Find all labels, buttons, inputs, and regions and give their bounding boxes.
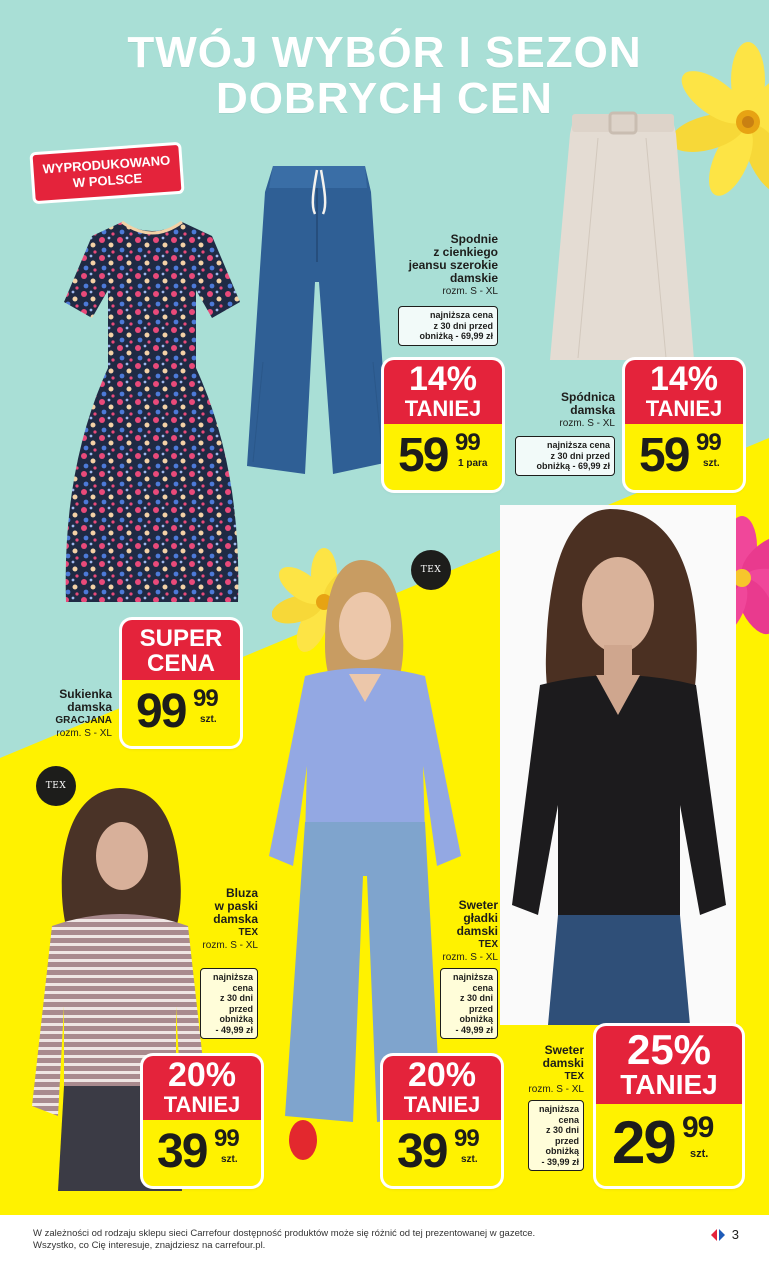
black-sweater-lowest-price-note: najniższa cena z 30 dni przed obniżką - 39,99 zł — [528, 1100, 584, 1171]
plain-sweater-price-tag — [383, 1056, 501, 1186]
headline-line-2: DOBRYCH CEN — [216, 74, 553, 123]
plain-sweater-price-int: 39 — [397, 1125, 447, 1178]
dress-price-int: 99 — [136, 685, 186, 738]
plain-sweater-promo-percent: 20% — [407, 1056, 477, 1094]
black-sweater-promo-percent: 25% — [626, 1026, 712, 1073]
pants-promo-percent: 14% — [408, 360, 478, 398]
skirt-price-unit: szt. — [703, 458, 720, 469]
made-in-poland-badge: WYPRODUKOWANO W POLSCE — [33, 145, 182, 201]
black-sweater-price-dec: 99 — [682, 1111, 714, 1144]
tex-brand-icon: TEX — [411, 550, 451, 590]
pants-price-dec: 99 — [455, 429, 480, 456]
wide-jeans-image — [243, 162, 393, 478]
dress-promo-line-1: SUPER — [139, 625, 223, 652]
black-sweater-price-unit: szt. — [690, 1148, 709, 1160]
striped-price-int: 39 — [157, 1125, 207, 1178]
skirt-promo-label: TANIEJ — [645, 396, 723, 421]
skirt-price-int: 59 — [639, 429, 689, 482]
pants-promo-label: TANIEJ — [404, 396, 482, 421]
dress-price-unit: szt. — [200, 714, 217, 725]
plain-sweater-promo-label: TANIEJ — [403, 1092, 481, 1117]
dress-price-tag — [122, 620, 240, 746]
plain-sweater-lowest-price-note: najniższa cena z 30 dni przed obniżką - 49,99 zł — [440, 968, 498, 1039]
skirt-description: Spódnica damska rozm. S - XL — [559, 390, 615, 429]
tex-brand-icon: TEX — [36, 766, 76, 806]
plain-sweater-description: Sweter gładki damski TEX rozm. S - XL — [442, 898, 498, 963]
dress-promo-line-2: CENA — [146, 650, 215, 677]
footer-page-info — [710, 1227, 739, 1242]
black-sweater-description: Sweter damski TEX rozm. S - XL — [528, 1043, 584, 1095]
striped-price-dec: 99 — [214, 1125, 239, 1152]
black-sweater-price-int: 29 — [612, 1109, 675, 1176]
striped-lowest-price-note: najniższa cena z 30 dni przed obniżką - 49,99 zł — [200, 968, 258, 1039]
pants-description: Spodnie z cienkiego jeansu szerokie damskie rozm. S - XL — [408, 232, 498, 297]
pants-price-int: 59 — [398, 429, 448, 482]
floral-dress-image — [62, 218, 242, 604]
skirt-lowest-price-note: najniższa cena z 30 dni przed obniżką - 69,99 zł — [515, 436, 615, 476]
pants-price-unit: 1 para — [458, 458, 488, 469]
black-sweater-price-tag — [596, 1026, 742, 1186]
plain-sweater-price-dec: 99 — [454, 1125, 479, 1152]
page-number: 3 — [731, 1227, 739, 1242]
black-sweater-promo-label: TANIEJ — [620, 1069, 718, 1100]
skirt-promo-percent: 14% — [649, 360, 719, 398]
carrefour-logo-icon — [710, 1228, 726, 1242]
skirt-price-dec: 99 — [696, 429, 721, 456]
plain-sweater-price-unit: szt. — [461, 1154, 478, 1165]
pants-lowest-price-note: najniższa cena z 30 dni przed obniżką - 69,99 zł — [398, 306, 498, 346]
skirt-image — [548, 108, 696, 364]
pants-price-tag — [384, 360, 502, 490]
skirt-price-tag — [625, 360, 743, 490]
striped-promo-label: TANIEJ — [163, 1092, 241, 1117]
dress-description: Sukienka damska GRACJANA rozm. S - XL — [55, 687, 112, 739]
striped-sweater-price-tag — [143, 1056, 261, 1186]
striped-sweater-description: Bluza w paski damska TEX rozm. S - XL — [202, 886, 258, 951]
dress-price-dec: 99 — [193, 685, 218, 712]
headline-line-1: TWÓJ WYBÓR I SEZON — [127, 28, 642, 77]
footer-disclaimer: W zależności od rodzaju sklepu sieci Carrefour dostępność produktów może się różnić od tej prezentowanej w gazetce. Wszystko, co Cię interesuje, znajdziesz na carrefour.pl. — [33, 1228, 536, 1251]
black-sweater-model-image — [500, 505, 736, 1025]
striped-price-unit: szt. — [221, 1154, 238, 1165]
striped-promo-percent: 20% — [167, 1056, 237, 1094]
